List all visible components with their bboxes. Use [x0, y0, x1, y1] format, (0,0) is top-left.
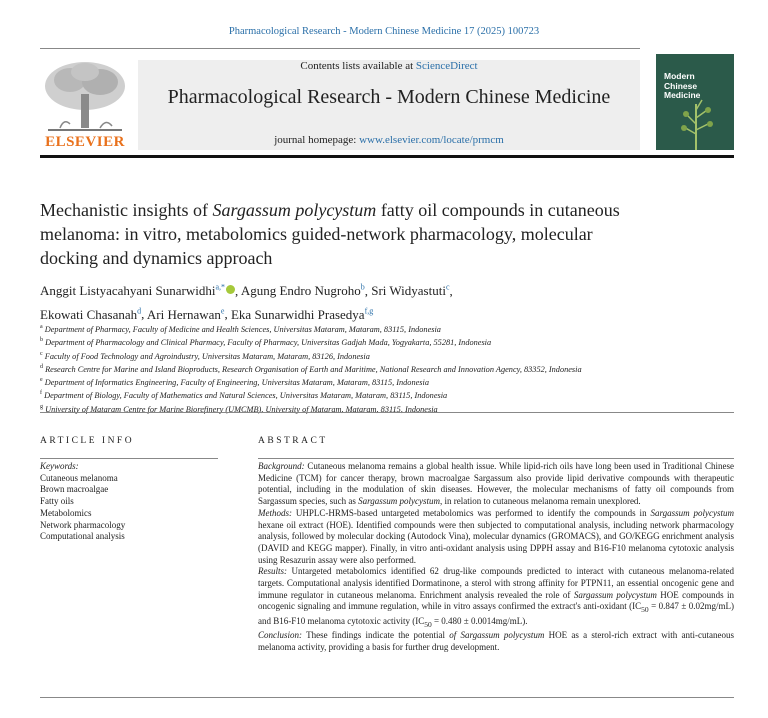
- journal-reference[interactable]: Pharmacological Research - Modern Chinese Medicine 17 (2025) 100723: [228, 26, 540, 37]
- abstract-results: Results: Untargeted metabolomics identified 62 drug-like compounds predicted to interact with cutaneous melanoma-related targets. Computational analysis identified Dormatinone, a sterol with strong affinity for PTPN11, an essential oncogenic gene and immune regulator in cutaneous melanoma. Enrichment analysis revealed the role of Sargassum polycystum HOE compounds in oncogenic signaling and immune regulation, while in vitro assays confirmed the extract's anti-oxidant $(IC_{50} = 0.847 \pm 0.02mg/mL)$ and B16-F10 melanoma cytotoxic activity $(IC_{50} = 0.480 \pm 0.0014mg/mL)$.: [258, 566, 734, 629]
- abstract-rule: [258, 458, 734, 459]
- keyword-item: Computational analysis: [40, 531, 125, 542]
- keyword-item: Metabolomics: [40, 507, 92, 518]
- affiliation-item: $^g$ University of Mataram Centre for Marine Biorefinery (UMCMB), University of Mataram, Mataram, 83115, Indonesia: [40, 403, 438, 414]
- affiliation-item: $^a$ Department of Pharmacy, Faculty of Medicine and Health Sciences, Universitas Mataram, Mataram, 83115, Indonesia: [40, 324, 441, 334]
- homepage-prefix: journal homepage:: [274, 134, 357, 146]
- sciencedirect-link[interactable]: ScienceDirect: [415, 60, 478, 72]
- homepage-line: [138, 134, 640, 146]
- author[interactable]: Ari Hernawan$^e$: [146, 306, 225, 322]
- keyword-item: Network pharmacology: [40, 519, 126, 530]
- keyword-item: Brown macroalgae: [40, 484, 109, 495]
- affiliation-list: [40, 322, 680, 415]
- abstract-heading: ABSTRACT: [258, 436, 328, 446]
- contents-prefix: Contents lists available at: [300, 60, 414, 72]
- title-part: Mechanistic insights of: [40, 200, 213, 220]
- affiliation-item: $^e$ Department of Informatics Engineering, Faculty of Engineering, Universitas Mataram, Mataram, 83115, Indonesia: [40, 377, 429, 387]
- author[interactable]: Ekowati Chasanah$^d$: [40, 306, 142, 322]
- elsevier-logo[interactable]: [40, 58, 130, 154]
- affiliation-item: $^d$ Research Centre for Marine and Island Bioproducts, Research Organisation of Earth and Maritime, National Research and Innovation Agency, 83352, Indonesia: [40, 363, 582, 374]
- journal-title: Pharmacological Research - Modern Chinese Medicine: [167, 86, 611, 108]
- abstract-conclusion: Conclusion: These findings indicate the potential of Sargassum polycystum HOE as a sterol-rich extract with anti-cutaneous melanoma activity, providing a basis for further drug development.: [258, 630, 734, 653]
- affiliation-item: $^f$ Department of Biology, Faculty of Mathematics and Natural Sciences, Universitas Mataram, Mataram, 83115, Indonesia: [40, 390, 448, 401]
- keyword-item: Cutaneous melanoma: [40, 472, 118, 483]
- keywords-label: Keywords:: [40, 461, 79, 471]
- article-info-rule: [40, 458, 218, 459]
- homepage-link[interactable]: www.elsevier.com/locate/prmcm: [359, 134, 504, 146]
- author[interactable]: Agung Endro Nugroho$^b$: [240, 283, 365, 299]
- cover-title: Modern Chinese Medicine: [664, 71, 701, 100]
- contents-line: [138, 60, 640, 72]
- abstract-background: Background: Cutaneous melanoma remains a global health issue. While lipid-rich oils have long been used in Traditional Chinese Medicine (TCM) for cancer therapy, brown macroalgae Sargassum also provide lipid derivative compounds with therapeutic potential, including in the modulation of skin diseases. However, the molecular mechanisms of fatty oil compounds from Sargassum species, such as Sargassum polycystum, in relation to cutaneous melanoma remain unexplored.: [258, 461, 734, 507]
- header-thick-rule: [40, 155, 734, 158]
- author[interactable]: Anggit Listyacahyani Sunarwidhi$^{a,*}$: [40, 283, 235, 298]
- author-list: Anggit Listyacahyani Sunarwidhi$^{a,*}$ , Agung Endro Nugroho$^b$, Sri Widyastuti$^c$, Ekowati Chasanah$^d$, Ari Hernawan$^e$, Eka Sunarwidhi Prasedya$^{f,g}$: [40, 283, 453, 322]
- abstract-methods: Methods: UHPLC-HRMS-based untargeted metabolomics was performed to identify the compounds in Sargassum polycystum hexane oil extract (HOE). Identified compounds were then subjected to computational analysis, including network pharmacology analysis, followed by molecular docking (Autodock Vina), molecular dynamics (GROMACS), and GO/KEGG enrichment analysis (DAVID and KEGG mapper). Finally, in vitro anti-oxidant analysis using DPPH assay and B16-F10 melanoma cytotoxic analysis using Resazurin assay were also performed.: [258, 507, 734, 565]
- journal-cover[interactable]: [656, 54, 734, 150]
- keywords-block: [40, 461, 220, 543]
- footer-divider: [40, 697, 734, 698]
- title-part: fatty oil compounds in cutaneous melanoma: in vitro, metabolomics guided-network pharmacology, molecular docking and dynamics approach: [40, 200, 620, 268]
- orcid-icon[interactable]: [226, 285, 235, 294]
- header-divider: [40, 48, 640, 49]
- journal-banner: [138, 60, 640, 150]
- author[interactable]: Sri Widyastuti$^c$: [371, 283, 450, 299]
- affiliation-item: $^c$ Faculty of Food Technology and Agroindustry, Universitas Mataram, Mataram, 83126, Indonesia: [40, 350, 370, 361]
- section-divider: [40, 412, 734, 413]
- author[interactable]: Eka Sunarwidhi Prasedya$^{f,g}$: [230, 306, 374, 322]
- cover-plant-icon: [656, 54, 734, 150]
- title-species: Sargassum polycystum: [212, 200, 377, 220]
- publisher-name: ELSEVIER: [45, 134, 125, 150]
- keyword-item: Fatty oils: [40, 496, 74, 507]
- affiliation-item: $^b$ Department of Pharmacology and Clinical Pharmacy, Faculty of Pharmacy, Universitas Gadjah Mada, Yogyakarta, 55281, Indonesia: [40, 337, 492, 348]
- article-info-heading: ARTICLE INFO: [40, 436, 135, 446]
- article-title: [40, 198, 640, 270]
- abstract-body: [258, 461, 734, 654]
